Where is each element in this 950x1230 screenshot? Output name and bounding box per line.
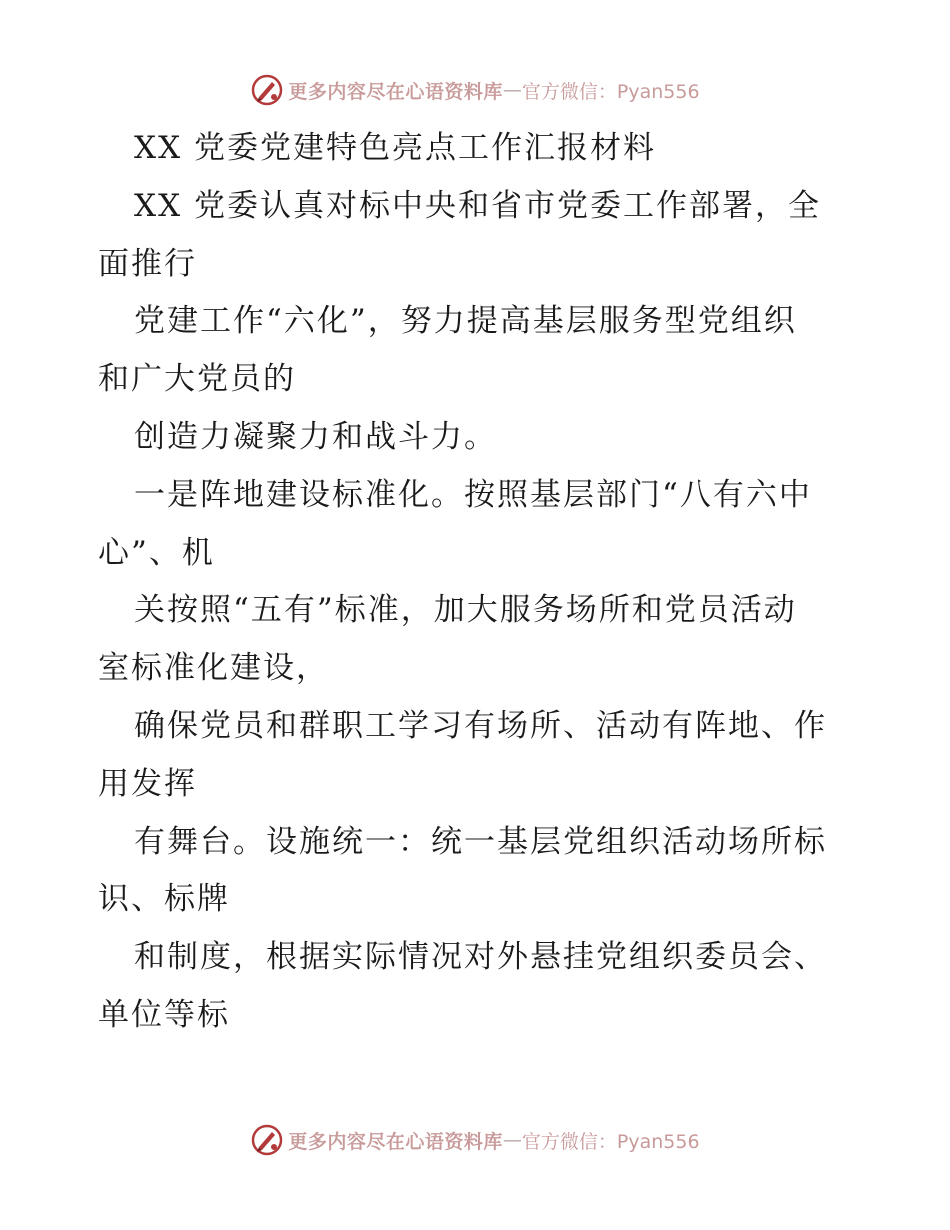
text-line: 心”、机 bbox=[98, 534, 215, 571]
document-title: XX 党委党建特色亮点工作汇报材料 bbox=[134, 130, 656, 166]
text-line: 关按照“五有”标准，加大服务场所和党员活动 bbox=[134, 592, 797, 629]
text-line: 有舞台。设施统一：统一基层党组织活动场所标 bbox=[134, 823, 827, 860]
footer-watermark bbox=[0, 1120, 950, 1160]
watermark-site-text: 更多内容尽在心语资料库 bbox=[288, 80, 503, 103]
pen-logo-icon bbox=[250, 1123, 284, 1157]
text-line: 和广大党员的 bbox=[98, 361, 296, 398]
header-watermark bbox=[0, 70, 950, 110]
watermark-site-text: 更多内容尽在心语资料库 bbox=[288, 1130, 503, 1153]
text-line: 室标准化建设， bbox=[98, 650, 329, 687]
watermark-separator: — bbox=[502, 79, 522, 101]
text-line: 创造力凝聚力和战斗力。 bbox=[134, 418, 497, 455]
text-line: XX 党委认真对标中央和省市党委工作部署，全 bbox=[134, 187, 821, 224]
text-line: 确保党员和群职工学习有场所、活动有阵地、作 bbox=[134, 707, 827, 744]
text-line: 党建工作“六化”，努力提高基层服务型党组织 bbox=[134, 303, 797, 340]
text-line: 和制度，根据实际情况对外悬挂党组织委员会、 bbox=[134, 939, 827, 976]
text-line: 单位等标 bbox=[98, 996, 230, 1033]
text-line: 面推行 bbox=[98, 245, 197, 282]
watermark-wechat-text: 官方微信：Pyan556 bbox=[521, 1130, 700, 1153]
text-line: 用发挥 bbox=[98, 765, 197, 802]
watermark-wechat-text: 官方微信：Pyan556 bbox=[521, 80, 700, 103]
text-line: 一是阵地建设标准化。按照基层部门“八有六中 bbox=[134, 476, 812, 513]
pen-logo-icon bbox=[250, 73, 284, 107]
watermark-separator: — bbox=[502, 1129, 522, 1151]
document-body bbox=[98, 120, 858, 1045]
text-line: 识、标牌 bbox=[98, 881, 230, 918]
